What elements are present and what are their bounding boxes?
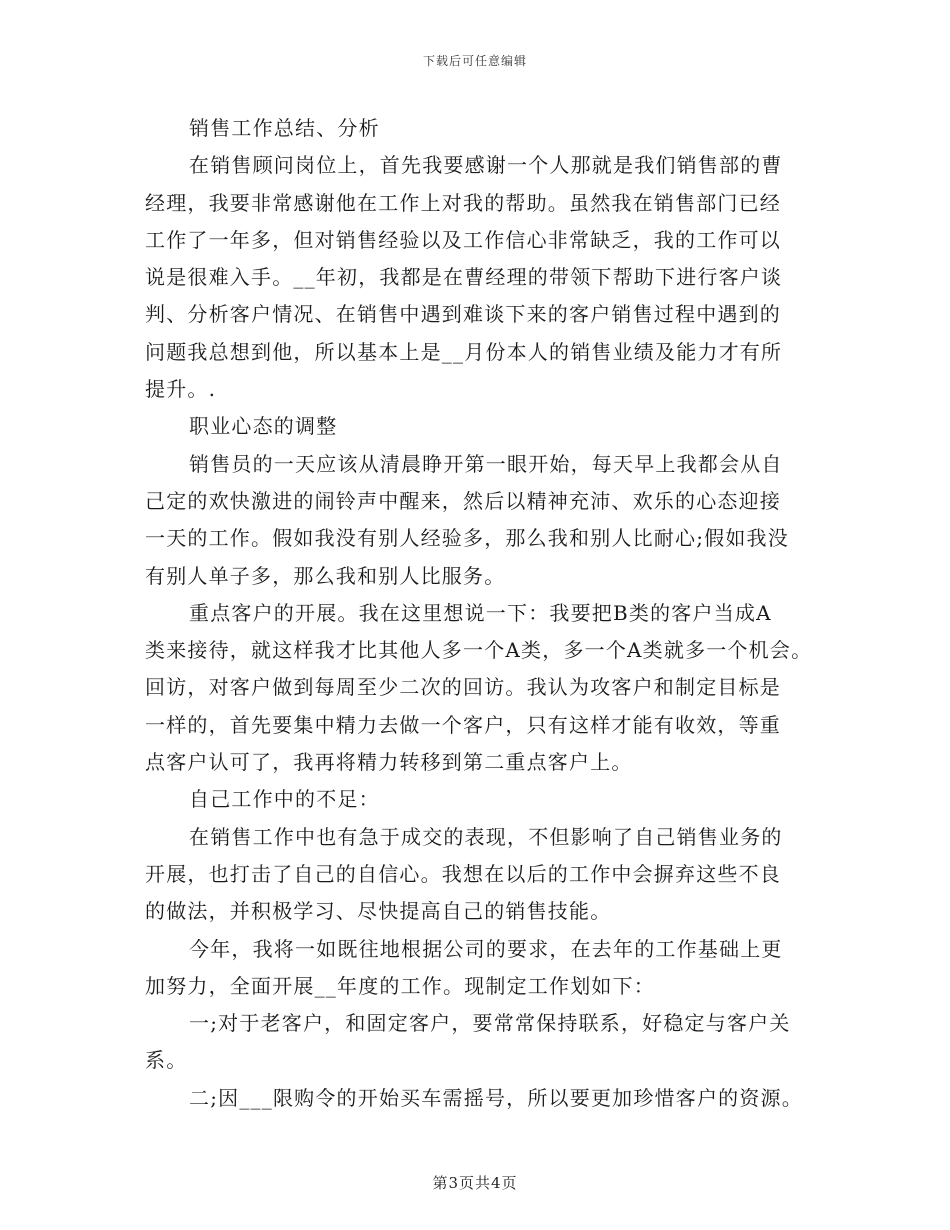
paragraph-line: 问题我总想到他，所以基本上是__月份本人的销售业绩及能力才有所	[145, 339, 783, 364]
paragraph-line: 开展，也打击了自己的自信心。我想在以后的工作中会摒弃这些不良	[145, 861, 781, 886]
paragraph-line: 一天的工作。假如我没有别人经验多，那么我和别人比耐心;假如我没	[145, 526, 789, 551]
paragraph-line: 重点客户的开展。我在这里想说一下：我要把B类的客户当成A	[189, 600, 772, 625]
paragraph-line: 点客户认可了，我再将精力转移到第二重点客户上。	[145, 750, 633, 775]
paragraph-line: 销售员的一天应该从清晨睁开第一眼开始，每天早上我都会从自	[189, 451, 783, 476]
paragraph-line: 经理，我要非常感谢他在工作上对我的帮助。虽然我在销售部门已经	[145, 190, 781, 215]
paragraph-line: 己定的欢快激进的闹铃声中醒来，然后以精神充沛、欢乐的心态迎接	[145, 488, 781, 513]
paragraph-line: 的做法，并积极学习、尽快提高自己的销售技能。	[145, 899, 612, 924]
section-heading-sales-summary: 销售工作总结、分析	[189, 116, 380, 140]
paragraph-line: 一样的，首先要集中精力去做一个客户，只有这样才能有收效，等重	[145, 712, 781, 737]
paragraph-line: 说是很难入手。__年初，我都是在曹经理的带领下帮助下进行客户谈	[145, 265, 783, 290]
plan-item-1-continuation: 系。	[145, 1048, 188, 1073]
page-header-note: 下载后可任意编辑	[422, 54, 527, 68]
plan-item-1: 一;对于老客户，和固定客户，要常常保持联系，好稳定与客户关	[189, 1011, 791, 1036]
page-number: 第3页共4页	[432, 1174, 518, 1192]
paragraph-line: 今年，我将一如既往地根据公司的要求，在去年的工作基础上更	[189, 936, 783, 961]
paragraph-line: 判、分析客户情况、在销售中遇到难谈下来的客户销售过程中遇到的	[145, 302, 781, 327]
paragraph-line: 回访，对客户做到每周至少二次的回访。我认为攻客户和制定目标是	[145, 675, 781, 700]
paragraph-line: 加努力，全面开展__年度的工作。现制定工作划如下：	[145, 973, 655, 998]
paragraph-line: 在销售顾问岗位上，首先我要感谢一个人那就是我们销售部的曹	[189, 153, 783, 178]
paragraph-line: 类来接待，就这样我才比其他人多一个A类，多一个A类就多一个机会。	[145, 638, 813, 663]
paragraph-line: 在销售工作中也有急于成交的表现，不但影响了自己销售业务的	[189, 824, 783, 849]
plan-item-2: 二;因___限购令的开始买车需摇号，所以要更加珍惜客户的资源。	[189, 1085, 803, 1110]
paragraph-line: 工作了一年多，但对销售经验以及工作信心非常缺乏，我的工作可以	[145, 227, 781, 252]
section-heading-mindset: 职业心态的调整	[189, 414, 338, 439]
paragraph-line: 有别人单子多，那么我和别人比服务。	[145, 563, 506, 588]
document-body	[145, 110, 835, 1117]
paragraph-line: 提升。.	[145, 377, 217, 402]
section-heading-shortcomings: 自己工作中的不足：	[189, 787, 380, 812]
